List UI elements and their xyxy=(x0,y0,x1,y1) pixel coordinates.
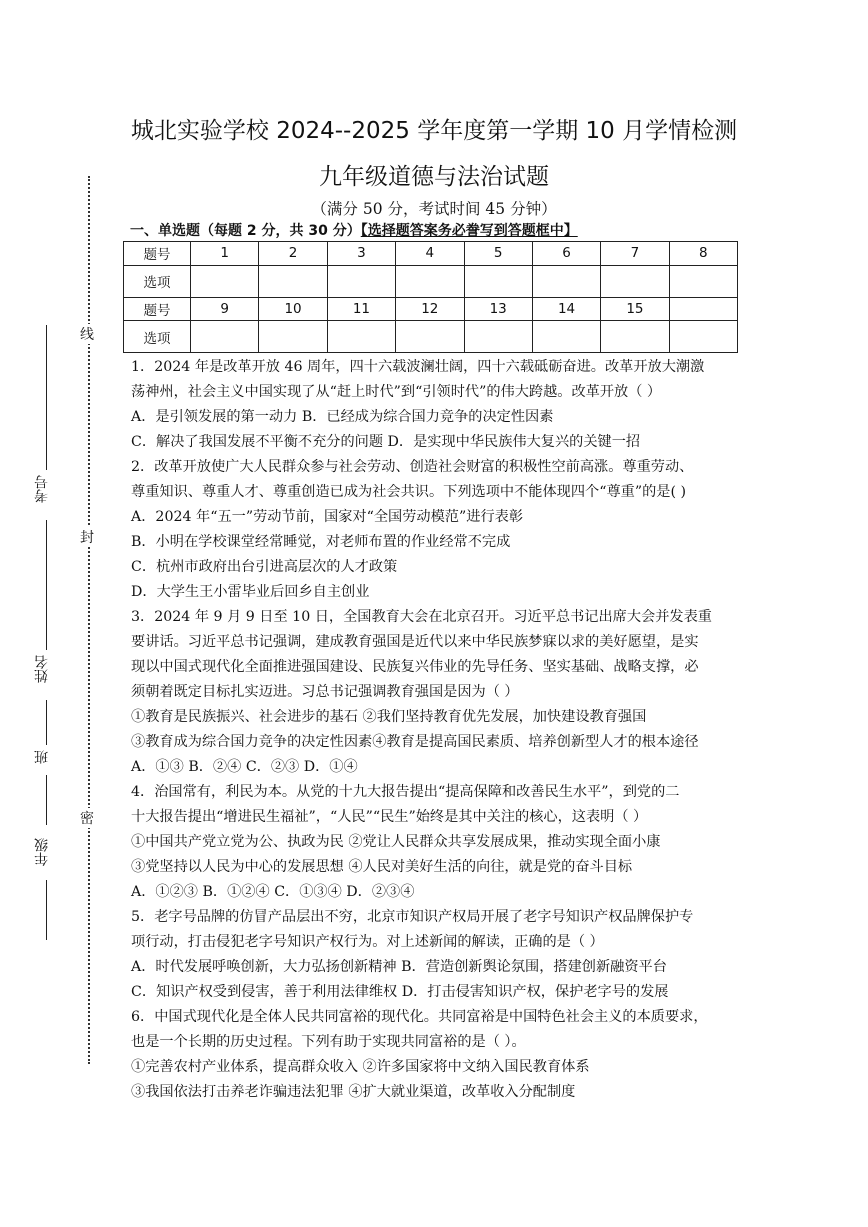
option-line: B．小明在学校课堂经常睡觉，对老师布置的作业经常不完成 xyxy=(131,534,511,550)
question-1 xyxy=(131,355,743,455)
option-line: ①教育是民族振兴、社会进步的基石 ②我们坚持教育优先发展，加快建设教育强国 xyxy=(131,709,647,725)
binding-dotted-line xyxy=(88,176,90,1064)
number-cell: 8 xyxy=(669,242,737,266)
answer-box[interactable] xyxy=(327,321,395,353)
answer-box[interactable] xyxy=(601,265,669,297)
number-cell: 4 xyxy=(396,242,464,266)
question-line: 十大报告提出“增进民生福祉”，“人民”“民生”始终是其中关注的核心，这表明（ ） xyxy=(131,809,648,825)
grade-label: 年级 xyxy=(34,838,50,866)
option-line: D．大学生王小雷毕业后回乡自主创业 xyxy=(131,584,370,600)
answer-box[interactable] xyxy=(532,265,600,297)
option-line: A．是引领发展的第一动力 B．已经成为综合国力竞争的决定性因素 xyxy=(131,409,554,425)
number-cell: 3 xyxy=(327,242,395,266)
name-blank-line xyxy=(46,520,47,650)
number-row-label: 题号 xyxy=(124,297,191,321)
answer-box[interactable] xyxy=(396,265,464,297)
number-cell: 10 xyxy=(259,297,327,321)
margin-seal-char: 封 xyxy=(80,527,94,547)
answer-box[interactable] xyxy=(191,321,259,353)
number-cell: 14 xyxy=(532,297,600,321)
exam-title: 城北实验学校 2024--2025 学年度第一学期 10 月学情检测 xyxy=(130,118,738,144)
question-line: 1．2024 年是改革开放 46 周年，四十六载波澜壮阔，四十六载砥砺奋进。改革开放大潮激 xyxy=(131,359,705,375)
number-cell: 6 xyxy=(532,242,600,266)
question-line: 项行动，打击侵犯老字号知识产权行为。对上述新闻的解读，正确的是（ ） xyxy=(131,934,604,950)
option-row-1 xyxy=(124,265,738,297)
number-cell: 7 xyxy=(601,242,669,266)
question-line: 4．治国常有，利民为本。从党的十九大报告提出“提高保障和改善民生水平”，到党的二 xyxy=(131,784,680,800)
number-cell: 11 xyxy=(327,297,395,321)
answer-box[interactable] xyxy=(669,265,737,297)
answer-box[interactable] xyxy=(259,265,327,297)
question-line: 要讲话。习近平总书记强调，建成教育强国是近代以来中华民族梦寐以求的美好愿望，是实 xyxy=(131,634,699,650)
number-cell xyxy=(669,297,737,321)
section-note: 【选择题答案务必誊写到答题框中】 xyxy=(360,223,578,239)
question-line: 也是一个长期的历史过程。下列有助于实现共同富裕的是（ ）。 xyxy=(131,1034,526,1050)
class-label: 班 xyxy=(34,750,50,764)
margin-secret-char: 密 xyxy=(80,808,94,828)
exam-subject-title: 九年级道德与法治试题 xyxy=(319,164,549,190)
question-line: 2．改革开放使广大人民群众参与社会劳动、创造社会财富的积极性空前高涨。尊重劳动、 xyxy=(131,459,694,475)
option-line: ①中国共产党立党为公、执政为民 ②党让人民群众共享发展成果，推动实现全面小康 xyxy=(131,834,661,850)
option-row-2 xyxy=(124,321,738,353)
question-4 xyxy=(131,780,743,905)
answer-box[interactable] xyxy=(601,321,669,353)
number-row-1 xyxy=(124,242,738,266)
margin-line-char: 线 xyxy=(80,324,94,344)
question-6 xyxy=(131,1005,743,1105)
number-row-label: 题号 xyxy=(124,242,191,266)
question-line: 荡神州，社会主义中国实现了从“赶上时代”到“引领时代”的伟大跨越。改革开放（ ） xyxy=(131,384,662,400)
number-cell: 9 xyxy=(191,297,259,321)
answer-box[interactable] xyxy=(532,321,600,353)
name-label: 姓名 xyxy=(34,655,50,683)
question-3 xyxy=(131,605,743,780)
number-row-2 xyxy=(124,297,738,321)
section-heading xyxy=(130,220,578,240)
question-line: 尊重知识、尊重人才、尊重创造已成为社会共识。下列选项中不能体现四个“尊重”的是( ) xyxy=(131,484,687,500)
option-line: A．①③ B．②④ C．②③ D．①④ xyxy=(131,759,358,775)
answer-box[interactable] xyxy=(464,265,532,297)
option-line: ①完善农村产业体系，提高群众收入 ②许多国家将中文纳入国民教育体系 xyxy=(131,1059,590,1075)
option-line: ③党坚持以人民为中心的发展思想 ④人民对美好生活的向往，就是党的奋斗目标 xyxy=(131,859,633,875)
exam-no-blank-line xyxy=(46,325,47,470)
option-line: A．①②③ B．①②④ C．①③④ D．②③④ xyxy=(131,884,415,900)
answer-box[interactable] xyxy=(191,265,259,297)
class-blank-line xyxy=(46,700,47,745)
option-line: C．解决了我国发展不平衡不充分的问题 D．是实现中华民族伟大复兴的关键一招 xyxy=(131,434,641,450)
answer-box[interactable] xyxy=(464,321,532,353)
option-line: C．杭州市政府出台引进高层次的人才政策 xyxy=(131,559,398,575)
question-line: 3．2024 年 9 月 9 日至 10 日，全国教育大会在北京召开。习近平总书记出席大会并发表重 xyxy=(131,609,712,625)
exam-no-label: 考号 xyxy=(34,475,50,503)
section-title: 一、单选题（每题 2 分，共 30 分） xyxy=(130,223,361,239)
number-cell: 12 xyxy=(396,297,464,321)
number-cell: 2 xyxy=(259,242,327,266)
option-line: A．2024 年“五一”劳动节前，国家对“全国劳动模范”进行表彰 xyxy=(131,509,524,525)
option-line: ③教育成为综合国力竞争的决定性因素④教育是提高国民素质、培养创新型人才的根本途径 xyxy=(131,734,699,750)
question-2 xyxy=(131,455,743,605)
number-cell: 1 xyxy=(191,242,259,266)
option-line: ③我国依法打击养老诈骗违法犯罪 ④扩大就业渠道，改革收入分配制度 xyxy=(131,1084,576,1100)
answer-box[interactable] xyxy=(259,321,327,353)
number-cell: 15 xyxy=(601,297,669,321)
option-line: C．知识产权受到侵害，善于利用法律维权 D．打击侵害知识产权，保护老字号的发展 xyxy=(131,984,669,1000)
question-line: 现以中国式现代化全面推进强国建设、民族复兴伟业的先导任务、坚实基础、战略支撑，必 xyxy=(131,659,699,675)
answer-box[interactable] xyxy=(669,321,737,353)
question-line: 6．中国式现代化是全体人民共同富裕的现代化。共同富裕是中国特色社会主义的本质要求， xyxy=(131,1009,708,1025)
option-row-label: 选项 xyxy=(124,321,191,353)
question-5 xyxy=(131,905,743,1005)
option-line: A．时代发展呼唤创新，大力弘扬创新精神 B．营造创新舆论氛围，搭建创新融资平台 xyxy=(131,959,667,975)
option-row-label: 选项 xyxy=(124,265,191,297)
answer-box[interactable] xyxy=(327,265,395,297)
exam-meta: （满分 50 分，考试时间 45 分钟） xyxy=(311,200,557,218)
number-cell: 5 xyxy=(464,242,532,266)
grade-top-line xyxy=(46,775,47,825)
grade-blank-line xyxy=(46,880,47,940)
answer-table xyxy=(123,241,738,353)
answer-box[interactable] xyxy=(396,321,464,353)
question-line: 5．老字号品牌的仿冒产品层出不穷，北京市知识产权局开展了老字号知识产权品牌保护专 xyxy=(131,909,694,925)
number-cell: 13 xyxy=(464,297,532,321)
question-line: 须朝着既定目标扎实迈进。习总书记强调教育强国是因为（ ） xyxy=(131,684,519,700)
